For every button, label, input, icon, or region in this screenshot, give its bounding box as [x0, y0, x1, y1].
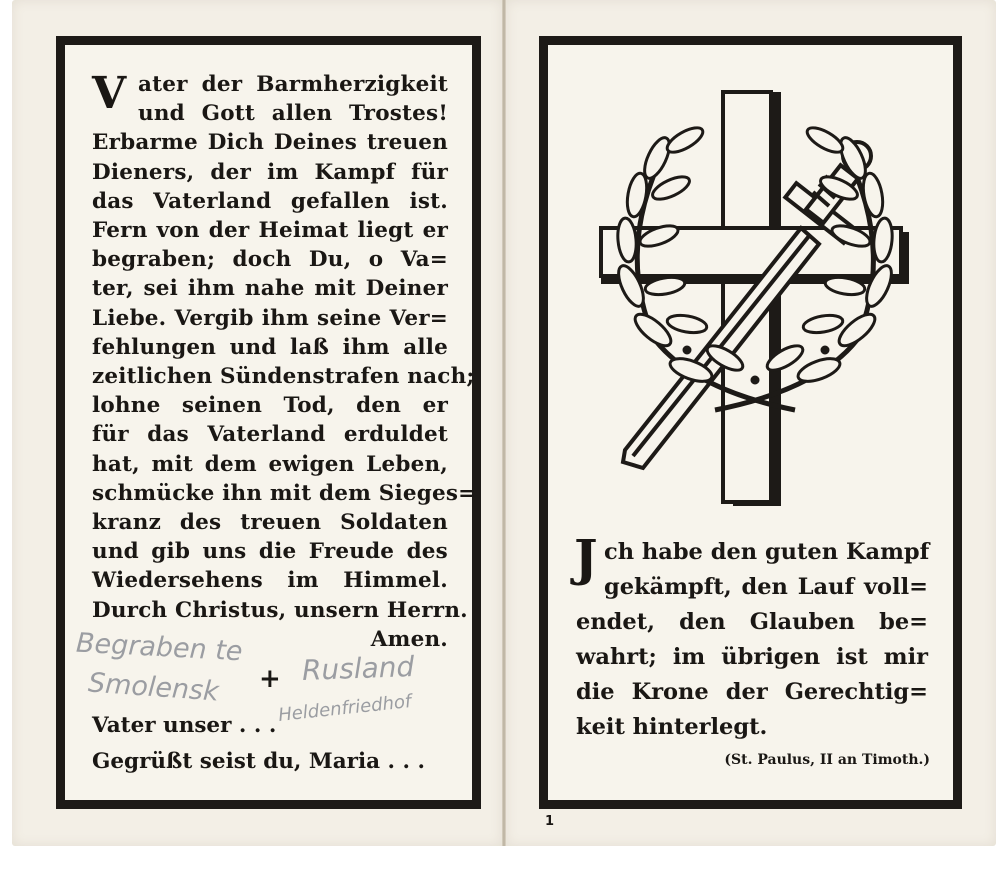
verse-line: endet, den Glauben be=	[576, 609, 928, 635]
handwritten-note: Heldenfriedhof	[277, 691, 413, 726]
prayer-line: Durch Christus, unsern Herrn.	[92, 597, 468, 623]
scripture-verse	[576, 535, 928, 745]
verse-citation: (St. Paulus, II an Timoth.)	[724, 752, 930, 768]
prayer-line: fehlungen und laß ihm alle	[92, 334, 448, 360]
prayer-line: Liebe. Vergib ihm seine Ver=	[92, 305, 448, 331]
verse-line: keit hinterlegt.	[576, 714, 768, 740]
prayer-initial: V	[92, 68, 127, 119]
prayer-line: ater der Barmherzigkeit	[138, 72, 448, 97]
prayer-line: ter, sei ihm nahe mit Deiner	[92, 276, 448, 302]
prayer-line: hat, mit dem ewigen Leben,	[92, 451, 448, 477]
prayer-line: Dieners, der im Kampf für	[92, 159, 448, 185]
handwritten-note: Smolensk	[87, 667, 220, 708]
prayer-line: Wiedersehens im Himmel.	[92, 568, 448, 594]
prayer-line: zeitlichen Sündenstrafen nach;	[92, 364, 475, 390]
amen-line: Amen.	[370, 626, 448, 652]
handwritten-note: Rusland	[301, 650, 415, 687]
verse-line: wahrt; im übrigen ist mir	[576, 644, 928, 670]
prayer-line: und gib uns die Freude des	[92, 539, 448, 565]
prayer-line: begraben; doch Du, o Va=	[92, 247, 448, 273]
verse-line: ch habe den guten Kampf	[604, 539, 930, 565]
prayer-line: das Vaterland gefallen ist.	[92, 188, 448, 214]
prayer-text	[92, 70, 477, 654]
prayer-line: schmücke ihn mit dem Sieges=	[92, 480, 477, 506]
our-father-line: Vater unser . . .	[92, 713, 277, 738]
hail-mary-line: Gegrüßt seist du, Maria . . .	[92, 749, 425, 774]
cross-sword-laurel-wreath-icon	[595, 80, 915, 520]
handwritten-note: Begraben te	[75, 627, 244, 668]
prayer-line: und Gott allen Trostes!	[138, 101, 448, 127]
closing-prayers	[92, 708, 448, 780]
verse-line: gekämpft, den Lauf voll=	[604, 574, 928, 600]
small-cross: +	[259, 664, 281, 694]
prayer-line: Erbarme Dich Deines treuen	[92, 130, 448, 156]
prayer-line: kranz des treuen Soldaten	[92, 510, 448, 536]
prayer-line: für das Vaterland erduldet	[92, 422, 448, 448]
page-number: 1	[545, 814, 555, 829]
verse-line: die Krone der Gerechtig=	[576, 679, 928, 705]
prayer-line: lohne seinen Tod, den er	[92, 393, 448, 419]
prayer-line: Fern von der Heimat liegt er	[92, 218, 448, 244]
verse-initial: J	[574, 528, 598, 587]
